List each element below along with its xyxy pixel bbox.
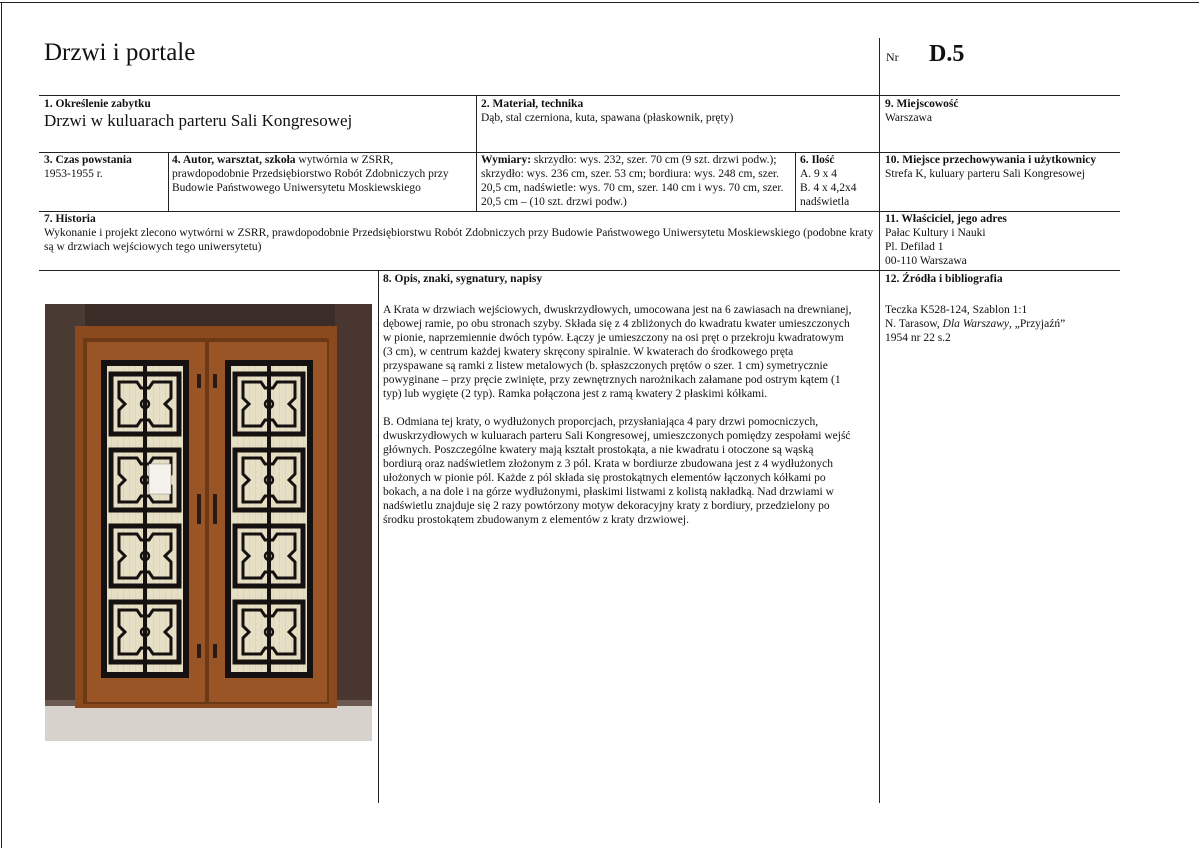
frame-left [1, 2, 2, 848]
door-photo [45, 304, 372, 741]
nr-value: D.5 [929, 41, 965, 67]
field-11 [885, 212, 1117, 268]
page-title: Drzwi i portale [44, 39, 196, 66]
field-6-heading: 6. Ilość [800, 154, 835, 166]
field-10-heading: 10. Miejsce przechowywania i użytkownicy [885, 154, 1097, 166]
field-4-heading: 4. Autor, warsztat, szkoła [172, 154, 296, 166]
field-10 [885, 153, 1117, 181]
field-5 [481, 153, 791, 209]
field-12-publication: , „Przyjaźń” [1009, 318, 1066, 330]
field-4 [172, 153, 472, 195]
field-2-value: Dąb, stal czerniona, kuta, spawana (płaskownik, pręty) [481, 112, 734, 124]
field-1-value: Drzwi w kuluarach parteru Sali Kongresowej [44, 111, 353, 130]
field-7 [44, 212, 876, 254]
col-divider-5-6 [795, 152, 796, 211]
rule-4 [39, 270, 1120, 271]
col-divider-3-4 [168, 152, 169, 211]
field-12-line-1: Teczka K528-124, Szablon 1:1 [885, 304, 1028, 316]
field-12-title: Dla Warszawy [942, 318, 1009, 330]
field-5-heading: Wymiary: [481, 154, 532, 166]
field-3-value: 1953-1955 r. [44, 168, 103, 180]
field-10-value: Strefa K, kuluary parteru Sali Kongresowej [885, 168, 1085, 180]
field-6 [800, 153, 878, 209]
field-4-value: prawdopodobnie Przedsiębiorstwo Robót Zdobniczych przy Budowie Państwowego Uniwersytetu Moskiewskiego [172, 168, 449, 194]
field-6-line: B. 4 x 4,2x4 [800, 182, 857, 194]
field-11-line: 00-110 Warszawa [885, 255, 967, 267]
field-11-heading: 11. Właściciel, jego adres [885, 213, 1007, 225]
field-6-line: nadświetla [800, 196, 850, 208]
rule-1 [39, 95, 1120, 96]
nr-label: Nr [886, 50, 899, 64]
field-9 [885, 97, 1117, 125]
field-8 [383, 272, 853, 541]
field-9-heading: 9. Miejscowość [885, 98, 959, 110]
col-divider-desc [378, 270, 379, 803]
field-11-line: Pl. Defilad 1 [885, 241, 944, 253]
field-2-heading: 2. Materiał, technika [481, 98, 584, 110]
field-12 [885, 272, 1117, 345]
door-photo-icon [45, 304, 372, 741]
field-1 [44, 97, 472, 131]
field-6-line: A. 9 x 4 [800, 168, 838, 180]
frame-top [0, 2, 1199, 3]
field-11-line: Pałac Kultury i Nauki [885, 227, 986, 239]
field-12-author: N. Tarasow, [885, 318, 943, 330]
field-7-value: Wykonanie i projekt zlecono wytwórni w ZSRR, prawdopodobnie Przedsiębiorstwu Robót Zdobniczych przy Budowie Państwowego Uniwersytetu Moskiewskiego (podobne kraty są w drzwiach wejściowych tego uniwersytetu) [44, 227, 874, 253]
field-3-heading: 3. Czas powstania [44, 154, 132, 166]
field-8-para-a: A Krata w drzwiach wejściowych, dwuskrzydłowych, umocowana jest na 6 zawiasach na drewnianej, dębowej ramie, po obu stronach szyby. Składa się z 4 zbliżonych do kwadratu kwater umieszczonych w pionie, naprzemiennie dwóch typów. Łączy je umieszczony na osi pręt o przekroju kwadratowym (3 cm), w centrum każdej kwatery skręcony spiralnie. W kwaterach do środkowego pręta przyspawane są ramki z listew metalowych (b. spłaszczonych prętów o szer. 1 cm) symetrycznie powyginane – przy pręcie zwinięte, przy zewnętrznych narożnikach załamane pod ostrym kątem (1 typ) lub wygięte (2 typ). Ramka połączona jest z ramą kwatery 2 płaskimi kółkami. [383, 304, 852, 400]
field-9-value: Warszawa [885, 112, 932, 124]
field-12-line-2 [885, 317, 1117, 331]
col-divider-mid-top [476, 95, 477, 211]
field-8-heading: 8. Opis, znaki, sygnatury, napisy [383, 273, 543, 285]
col-divider-main [879, 95, 880, 803]
field-1-heading: 1. Określenie zabytku [44, 98, 151, 110]
field-7-heading: 7. Historia [44, 213, 96, 225]
field-5-value: skrzydło: wys. 232, szer. 70 cm (9 szt. drzwi podw.); skrzydło: wys. 236 cm, szer. 53 cm; bordiura: wys. 248 cm, szer. 20,5 cm, nadświetle: wys. 70 cm, szer. 140 cm i wys. 70 cm, szer. 20,5 cm – (10 szt. drzwi podw.) [481, 154, 784, 208]
field-12-line-3: 1954 nr 22 s.2 [885, 332, 951, 344]
field-4-value-inline: wytwórnia w ZSRR, [295, 154, 394, 166]
field-8-para-b: B. Odmiana tej kraty, o wydłużonych proporcjach, przysłaniająca 4 pary drzwi pomocniczych, dwuskrzydłowych w kuluarach parteru Sali Kongresowej, umieszczonych pomiędzy zespołami wejść głównych. Poszczególne kwatery mają kształt prostokąta, a nie kwadratu i otoczone są wąską bordiurą oraz nadświetlem złożonym z 3 pól. Krata w bordiurze zbudowana jest z 4 wydłużonych ułożonych w pionie pól. Każde z pól składa się prostokątnych elementów łączonych kółkami po bokach, a na dole i na górze wydłużonymi, płaskimi listwami z kolistą nakładką. Nad drzwiami w nadświetlu znajduje się 2 razy powtórzony motyw dekoracyjny kraty z bordiury, przedzielony po środku prostokątem zbudowanym z elementów z kraty drzwiowej. [383, 416, 851, 526]
field-3 [44, 153, 166, 181]
field-2 [481, 97, 873, 125]
header-divider [879, 38, 880, 95]
field-12-heading: 12. Źródła i bibliografia [885, 273, 1003, 285]
